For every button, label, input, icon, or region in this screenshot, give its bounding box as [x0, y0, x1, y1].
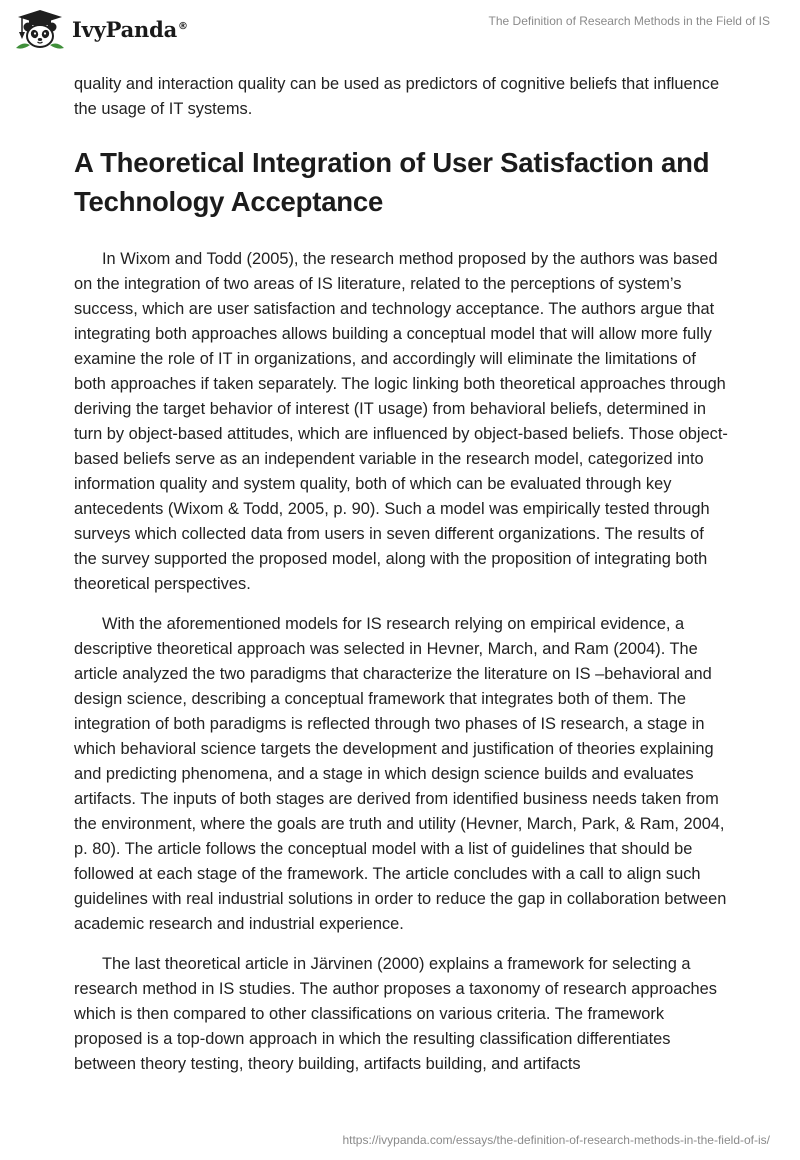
paragraph-hevner: With the aforementioned models for IS research relying on empirical evidence, a descriptive theoretical approach was selected in Hevner, March, and Ram (2004). The article analyzed the two paradigms that characterize the literature on IS –behavioral and design science, describing a conceptual framework that integrates both of them. The integration of both paradigms is reflected through two phases of IS research, a stage in which behavioral science targets the development and justification of theories explaining and predicting phenomena, and a stage in which design science builds and evaluates artifacts. The inputs of both stages are derived from identified business needs taken from the environment, where the goals are truth and utility (Hevner, March, Park, & Ram, 2004, p. 80). The article follows the conceptual model with a list of guidelines that should be followed at each stage of the framework. The article concludes with a call to align such guidelines with real industrial solutions in order to reduce the gap in collaboration between academic research and industrial experience.: [74, 615, 727, 933]
section-heading: A Theoretical Integration of User Satisfaction and Technology Acceptance: [74, 147, 710, 217]
page-header: [0, 0, 800, 64]
registered-mark: ®: [178, 20, 188, 32]
ivypanda-logo[interactable]: [14, 8, 188, 50]
paragraph-wixom-todd: In Wixom and Todd (2005), the research method proposed by the authors was based on the integration of two areas of IS literature, related to the perceptions of system’s success, which are user satisfaction and technology acceptance. The authors argue that integrating both approaches allows building a conceptual model that will allow more fully examine the role of IT in organizations, and accordingly will eliminate the limitations of both approaches if taken separately. The logic linking both theoretical approaches through deriving the target behavior of interest (IT usage) from behavioral beliefs, determined in turn by object-based attitudes, which are influenced by object-based beliefs. Those object-based beliefs serve as an independent variable in the research model, categorized into information quality and system quality, both of which can be evaluated through key antecedents (Wixom & Todd, 2005, p. 90). Such a model was empirically tested through surveys which collected data from users in seven different organizations. The results of the survey supported the proposed model, along with the proposition of integrating both theoretical perspectives.: [74, 250, 728, 593]
document-title: The Definition of Research Methods in the Field of IS: [488, 14, 770, 28]
essay-body: [74, 72, 730, 1092]
paragraph-jarvinen: The last theoretical article in Järvinen (2000) explains a framework for selecting a research method in IS studies. The author proposes a taxonomy of research approaches which is then compared to other classifications on various criteria. The framework proposed is a top-down approach in which the resulting classification differentiates between theory testing, theory building, artifacts building, and artifacts: [74, 955, 717, 1073]
source-url[interactable]: https://ivypanda.com/essays/the-definition-of-research-methods-in-the-field-of-is/: [342, 1133, 770, 1147]
intro-paragraph: quality and interaction quality can be used as predictors of cognitive beliefs that influence the usage of IT systems.: [74, 75, 720, 118]
panda-mascot-icon: [14, 8, 66, 50]
brand-name: IvyPanda®: [72, 16, 188, 42]
